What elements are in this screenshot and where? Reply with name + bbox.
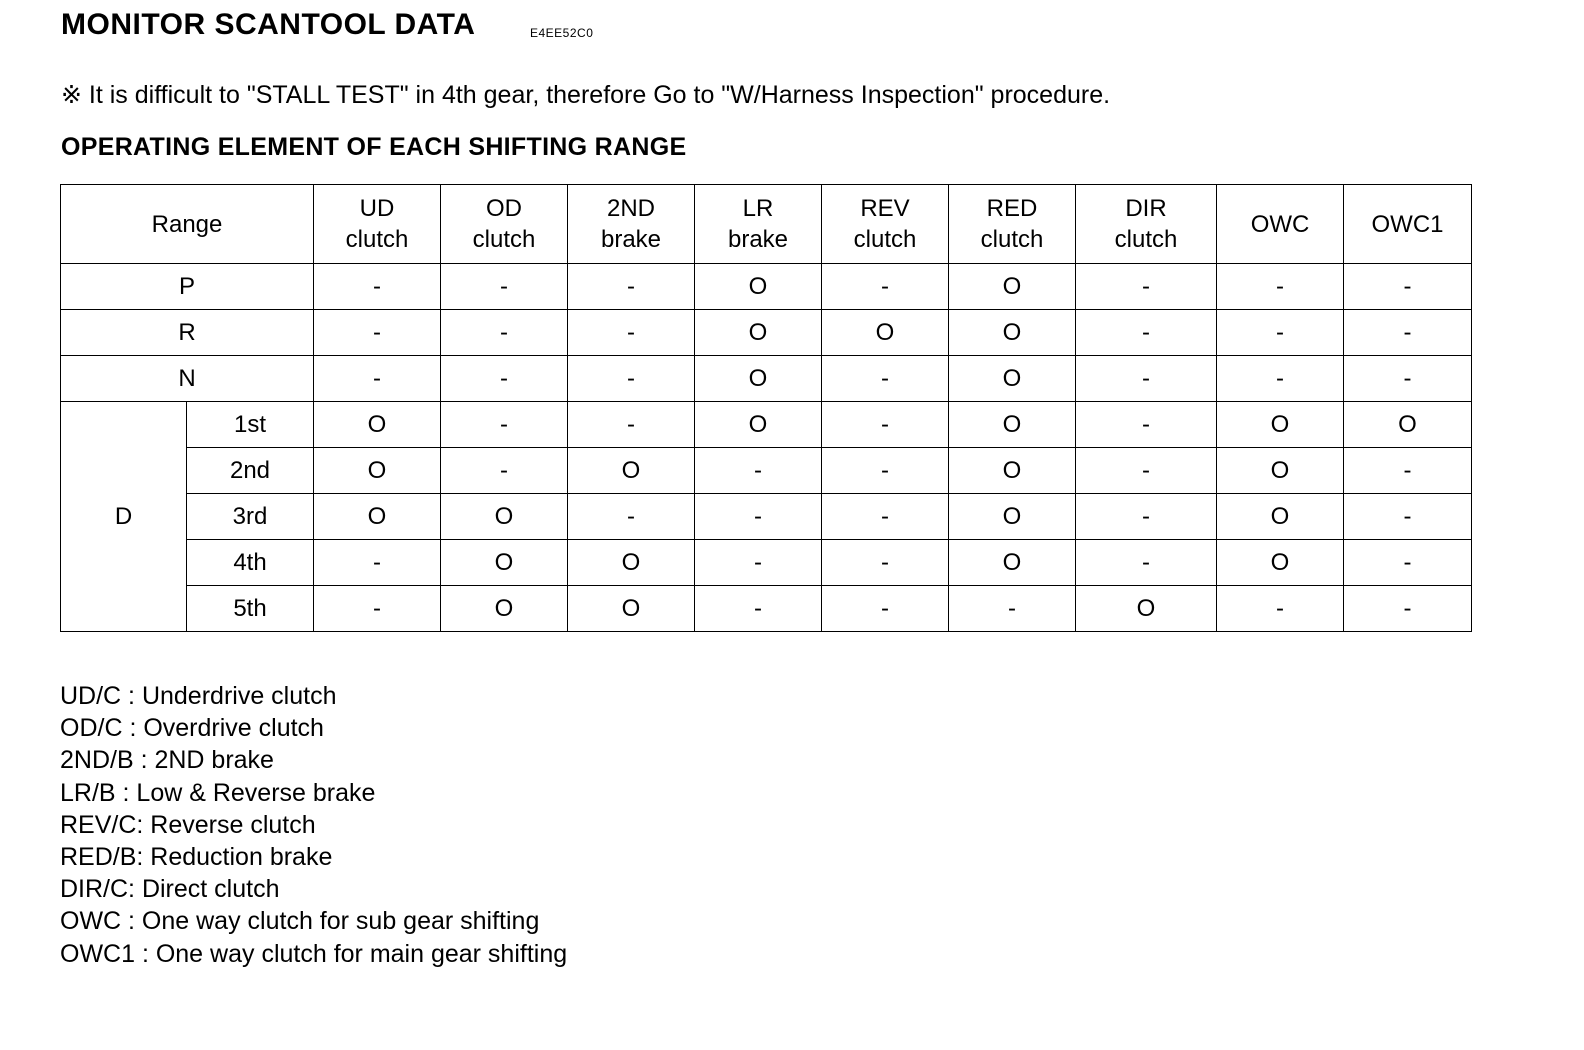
gear-cell: 4th — [187, 540, 314, 586]
table-cell: - — [822, 494, 949, 540]
table-cell: - — [314, 264, 441, 310]
table-row — [61, 356, 1472, 402]
range-header: Range — [61, 185, 314, 264]
column-header: DIR clutch — [1076, 185, 1217, 264]
table-cell: - — [695, 448, 822, 494]
table-cell: O — [695, 310, 822, 356]
legend-item: DIR/C: Direct clutch — [60, 875, 280, 904]
table-cell: - — [314, 356, 441, 402]
table-cell: O — [1217, 540, 1344, 586]
legend-item: RED/B: Reduction brake — [60, 843, 333, 872]
column-header: UD clutch — [314, 185, 441, 264]
table-header-row — [61, 185, 1472, 264]
table-cell: - — [1076, 356, 1217, 402]
table-cell: - — [1217, 356, 1344, 402]
gear-cell: 2nd — [187, 448, 314, 494]
table-cell: O — [1217, 402, 1344, 448]
table-cell: - — [822, 402, 949, 448]
table-cell: - — [568, 494, 695, 540]
column-header: LR brake — [695, 185, 822, 264]
table-cell: O — [695, 356, 822, 402]
legend-item: OD/C : Overdrive clutch — [60, 714, 324, 743]
table-cell: - — [695, 540, 822, 586]
column-header: REV clutch — [822, 185, 949, 264]
table-cell: - — [1344, 586, 1472, 632]
table-cell: - — [441, 448, 568, 494]
table-cell: - — [822, 264, 949, 310]
table-cell: O — [695, 264, 822, 310]
table-cell: - — [441, 356, 568, 402]
table-row — [61, 310, 1472, 356]
table-cell: - — [314, 540, 441, 586]
legend-item: 2ND/B : 2ND brake — [60, 746, 274, 775]
table-cell: - — [949, 586, 1076, 632]
table-cell: - — [314, 310, 441, 356]
table-cell: O — [1344, 402, 1472, 448]
table-cell: - — [1076, 448, 1217, 494]
legend-item: REV/C: Reverse clutch — [60, 810, 316, 839]
table-cell: - — [441, 402, 568, 448]
gear-cell: 1st — [187, 402, 314, 448]
table-cell: - — [1344, 356, 1472, 402]
table-cell: O — [949, 264, 1076, 310]
legend-item: UD/C : Underdrive clutch — [60, 682, 337, 710]
table-cell: - — [1217, 264, 1344, 310]
table-row — [61, 586, 1472, 632]
table-cell: O — [314, 494, 441, 540]
column-header: 2ND brake — [568, 185, 695, 264]
table-cell: - — [1344, 540, 1472, 586]
table-cell: O — [949, 310, 1076, 356]
table-cell: - — [1344, 448, 1472, 494]
table-cell: - — [568, 356, 695, 402]
table-cell: - — [1217, 586, 1344, 632]
table-cell: O — [949, 540, 1076, 586]
table-cell: - — [568, 310, 695, 356]
table-cell: O — [314, 402, 441, 448]
section-title: OPERATING ELEMENT OF EACH SHIFTING RANGE — [61, 133, 687, 161]
table-cell: - — [695, 586, 822, 632]
table-cell: - — [1076, 402, 1217, 448]
table-cell: - — [314, 586, 441, 632]
table-cell: O — [441, 540, 568, 586]
table-cell: - — [822, 356, 949, 402]
table-row — [61, 264, 1472, 310]
table-row — [61, 540, 1472, 586]
page-title: MONITOR SCANTOOL DATA — [61, 8, 476, 41]
table-row — [61, 448, 1472, 494]
table-cell: O — [441, 494, 568, 540]
document-code: E4EE52C0 — [530, 26, 594, 40]
table-cell: O — [314, 448, 441, 494]
table-cell: O — [1217, 494, 1344, 540]
table-cell: - — [822, 448, 949, 494]
range-cell: P — [61, 264, 314, 310]
column-header: OWC — [1217, 185, 1344, 264]
table-cell: O — [949, 448, 1076, 494]
column-header: OD clutch — [441, 185, 568, 264]
legend-item: LR/B : Low & Reverse brake — [60, 778, 376, 807]
table-cell: - — [1076, 310, 1217, 356]
table-cell: - — [1344, 264, 1472, 310]
table-cell: - — [568, 264, 695, 310]
table-row — [61, 494, 1472, 540]
stall-test-note: ※ It is difficult to "STALL TEST" in 4th gear, therefore Go to "W/Harness Inspection" procedure. — [61, 81, 1111, 109]
legend-item: OWC1 : One way clutch for main gear shifting — [60, 939, 568, 968]
table-cell: - — [1217, 310, 1344, 356]
table-cell: - — [568, 402, 695, 448]
table-cell: O — [568, 586, 695, 632]
table-cell: - — [1076, 540, 1217, 586]
table-cell: O — [949, 356, 1076, 402]
table-cell: O — [949, 402, 1076, 448]
table-cell: O — [1076, 586, 1217, 632]
table-row — [61, 402, 1472, 448]
operating-element-table — [60, 184, 1472, 632]
table-cell: O — [695, 402, 822, 448]
table-cell: O — [568, 540, 695, 586]
abbreviation-legend — [60, 680, 567, 970]
column-header: OWC1 — [1344, 185, 1472, 264]
table-cell: - — [1076, 494, 1217, 540]
column-header: RED clutch — [949, 185, 1076, 264]
table-cell: O — [568, 448, 695, 494]
table-cell: - — [822, 586, 949, 632]
table-cell: - — [822, 540, 949, 586]
table-cell: - — [1344, 310, 1472, 356]
table-cell: O — [441, 586, 568, 632]
table-cell: - — [1076, 264, 1217, 310]
legend-item: OWC : One way clutch for sub gear shifting — [60, 907, 540, 936]
range-cell: R — [61, 310, 314, 356]
range-cell: N — [61, 356, 314, 402]
gear-cell: 5th — [187, 586, 314, 632]
table-cell: O — [1217, 448, 1344, 494]
gear-cell: 3rd — [187, 494, 314, 540]
table-cell: O — [949, 494, 1076, 540]
table-cell: O — [822, 310, 949, 356]
range-cell-d: D — [61, 402, 187, 632]
table-cell: - — [695, 494, 822, 540]
table-cell: - — [1344, 494, 1472, 540]
table-cell: - — [441, 310, 568, 356]
table-cell: - — [441, 264, 568, 310]
